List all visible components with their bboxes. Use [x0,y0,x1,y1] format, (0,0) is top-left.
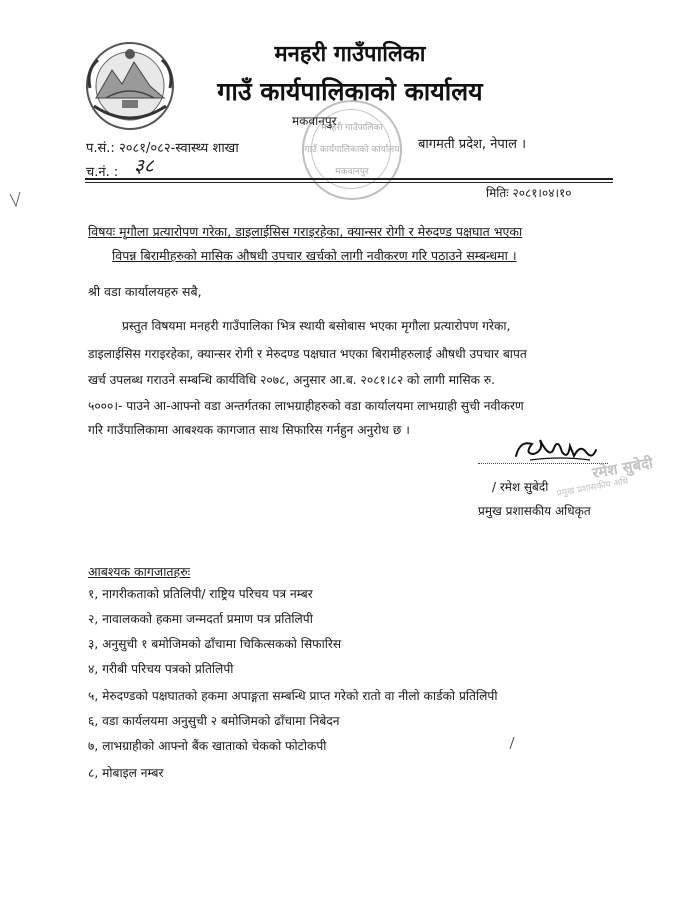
list-item: १, नागरीकताको प्रतिलिपी/ राष्ट्रिय परिचय पत्र नम्बर [88,587,313,601]
list-item: ५, मेरुदण्डको पक्षघातको हकमा अपाङ्गता सम्बन्धि प्राप्त गरेको रातो वा नीलो कार्डको प्रतिलिपी [88,689,498,703]
nepal-government-emblem-icon [84,40,176,132]
list-item: ४, गरीबी परिचय पत्रको प्रतिलिपी [88,662,234,676]
signatory-name: / रमेश सुबेदी [492,480,549,494]
list-item: ३, अनुसुची १ बमोजिमको ढाँचामा चिकित्सकको सिफारिस [88,637,342,651]
province-address: बागमती प्रदेश, नेपाल । [418,137,527,152]
body-line: प्रस्तुत विषयमा मनहरी गाउँपालिका भित्र स्थायी बसोबास भएका मृगौला प्रत्यारोपण गरेका, [122,319,511,333]
office-seal-stamp: मनहरी गाउँपालिका गाउँ कार्यपालिकाको कार्यालय मकवानपुर [302,100,402,200]
body-line: डाइलाईसिस गराइरहेका, क्यान्सर रोगी र मेरुदण्ड पक्षघात भएका बिरामीहरुलाई औषधी उपचार बापत [88,347,527,361]
subject-line [88,220,608,268]
name-stamp-title: प्रमुख प्रशासकीय अधि [555,476,630,500]
required-documents-heading: आबश्यक कागजातहरुः [88,564,191,579]
list-item: २, नावालकको हकमा जन्मदर्ता प्रमाण पत्र प्रतिलिपी [88,612,313,626]
municipality-name: मनहरी गाउँपालिका [274,42,426,67]
signatory-title: प्रमुख प्रशासकीय अधिकृत [478,504,591,518]
header-rule-thin [85,182,613,183]
reference-number: प.सं.: २०८१/०८२-स्वास्थ्य शाखा [86,141,239,156]
list-item: ६, वडा कार्यलयमा अनुसुची २ बमोजिमको ढाँचामा निबेदन [88,714,340,728]
list-item: ७, लाभग्राहीको आफ्नो बैंक खाताको चेकको फोटोकपी [88,739,327,753]
subject-line-1: विषयः मृगौला प्रत्यारोपण गरेका, डाइलाईसिस गराइरहेका, क्यान्सर रोगी र मेरुदण्ड पक्षघात भएका [88,224,523,239]
signature-line [478,463,608,464]
office-name: गाउँ कार्यपालिकाको कार्यालय [217,77,483,106]
body-line: खर्च उपलब्ध गराउने सम्बन्धि कार्यविधि २०७८, अनुसार आ.ब. २०८१।८२ को लागी मासिक रु. [88,373,495,387]
letter-date: मितिः २०८१।०४।१० [486,186,572,200]
header-rule [85,178,613,180]
subject-line-2: विपन्न बिरामीहरुको मासिक औषधी उपचार खर्चको लागी नवीकरण गरि पठाउने सम्बन्धमा । [112,248,517,263]
stray-pen-mark [509,736,515,750]
name-stamp: रमेश सुबेदी [590,453,655,483]
district-name: मकवानपुर [292,114,337,128]
list-item: ८, मोबाइल नम्बर [88,766,164,780]
margin-mark [8,190,22,210]
body-line: गरि गाउँपालिकामा आबश्यक कागजात साथ सिफारिस गर्नहुन अनुरोध छ । [88,423,410,437]
salutation: श्री वडा कार्यालयहरु सबै, [88,284,202,299]
dispatch-number-handwritten: ३८ [134,155,154,177]
body-line: ५०००।- पाउने आ-आफ्नो वडा अन्तर्गतका लाभग्राहीहरुको वडा कार्यालयमा लाभग्राही सुची नवीकरण [88,399,524,413]
handwritten-signature [510,430,600,470]
dispatch-number-label: च.नं. : [86,165,119,180]
